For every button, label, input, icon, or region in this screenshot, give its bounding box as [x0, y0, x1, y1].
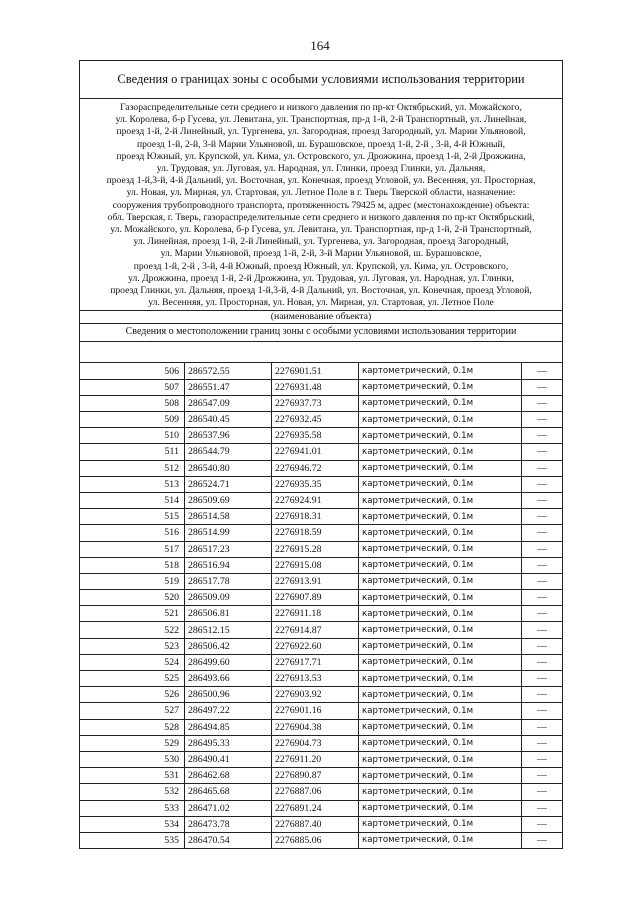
x-coordinate-cell: 286572.55: [185, 363, 272, 379]
extra-cell: —: [522, 557, 563, 573]
extra-cell: —: [522, 363, 563, 379]
table-row: [80, 687, 562, 703]
y-coordinate-cell: 2276901.51: [272, 363, 359, 379]
method-accuracy-cell: картометрический, 0.1м: [359, 735, 522, 751]
y-coordinate-cell: 2276935.58: [272, 428, 359, 444]
description-line: Газораспределительные сети среднего и низкого давления по пр-кт Октябрьский, ул. Можайского,: [120, 102, 522, 113]
point-number-cell: 529: [80, 735, 185, 751]
y-coordinate-cell: 2276885.06: [272, 832, 359, 848]
y-coordinate-cell: 2276937.73: [272, 395, 359, 411]
table-header-row: [80, 342, 562, 363]
extra-cell: —: [522, 703, 563, 719]
method-accuracy-cell: картометрический, 0.1м: [359, 509, 522, 525]
description-line: ул. Трудовая, ул. Луговая, ул. Народная, ул. Глинки, проезд Глинки, ул. Дальняя,: [156, 163, 486, 175]
table-row: [80, 412, 562, 428]
extra-cell: —: [522, 444, 563, 460]
point-number-cell: 527: [80, 703, 185, 719]
extra-cell: —: [522, 573, 563, 589]
point-number-cell: 521: [80, 606, 185, 622]
y-coordinate-cell: 2276907.89: [272, 590, 359, 606]
description-line: ул. Королева, б-р Гусева, ул. Левитана, ул. Транспортная, пр-д 1-й, 2-й Транспортный, ул. Линейная,: [115, 114, 527, 126]
object-name-caption: (наименование объекта): [80, 310, 562, 324]
method-accuracy-cell: картометрический, 0.1м: [359, 460, 522, 476]
method-accuracy-cell: картометрический, 0.1м: [359, 687, 522, 703]
point-number-cell: 507: [80, 379, 185, 395]
point-number-cell: 517: [80, 541, 185, 557]
extra-cell: —: [522, 541, 563, 557]
table-row: [80, 606, 562, 622]
point-number-cell: 518: [80, 557, 185, 573]
y-coordinate-cell: 2276911.18: [272, 606, 359, 622]
description-line: проезд 1-й, 2-й Линейный, ул. Тургенева, ул. Загородная, проезд Загородный, ул. Марии Ульяновой,: [116, 126, 526, 138]
description-line: проезд Южный, ул. Крупской, ул. Кима, ул. Островского, ул. Дрожжина, проезд 1-й, 2-й Дрожжина,: [116, 150, 526, 162]
y-coordinate-cell: 2276913.53: [272, 671, 359, 687]
method-accuracy-cell: картометрический, 0.1м: [359, 622, 522, 638]
point-number-cell: 512: [80, 460, 185, 476]
method-accuracy-cell: картометрический, 0.1м: [359, 816, 522, 832]
extra-cell: —: [522, 492, 563, 508]
extra-cell: —: [522, 687, 563, 703]
point-number-cell: 511: [80, 444, 185, 460]
x-coordinate-cell: 286506.42: [185, 638, 272, 654]
table-row: [80, 816, 562, 832]
point-number-cell: 519: [80, 573, 185, 589]
point-number-cell: 514: [80, 492, 185, 508]
table-row: [80, 476, 562, 492]
method-accuracy-cell: картометрический, 0.1м: [359, 606, 522, 622]
description-line: ул. Дрожжина, проезд 1-й, 2-й Дрожжина, ул. Трудовая, ул. Луговая, ул. Народная, ул. Глинки,: [128, 272, 514, 284]
table-row: [80, 638, 562, 654]
x-coordinate-cell: 286493.66: [185, 671, 272, 687]
method-accuracy-cell: картометрический, 0.1м: [359, 832, 522, 848]
y-coordinate-cell: 2276915.08: [272, 557, 359, 573]
x-coordinate-cell: 286540.45: [185, 412, 272, 428]
table-row: [80, 719, 562, 735]
method-accuracy-cell: картометрический, 0.1м: [359, 412, 522, 428]
point-number-cell: 515: [80, 509, 185, 525]
point-number-cell: 506: [80, 363, 185, 379]
method-accuracy-cell: картометрический, 0.1м: [359, 638, 522, 654]
table-row: [80, 751, 562, 767]
method-accuracy-cell: картометрический, 0.1м: [359, 525, 522, 541]
extra-cell: —: [522, 784, 563, 800]
table-row: [80, 363, 562, 379]
description-line: ул. Новая, ул. Мирная, ул. Стартовая, ул. Летное Поле в г. Тверь Тверской области, назначение:: [126, 187, 516, 199]
x-coordinate-cell: 286514.99: [185, 525, 272, 541]
x-coordinate-cell: 286517.23: [185, 541, 272, 557]
extra-cell: —: [522, 719, 563, 735]
y-coordinate-cell: 2276914.87: [272, 622, 359, 638]
y-coordinate-cell: 2276917.71: [272, 654, 359, 670]
description-line: обл. Тверская, г. Тверь, газораспределительные сети среднего и низкого давления по пр-кт Октябрьский,: [107, 211, 535, 223]
table-row: [80, 557, 562, 573]
point-number-cell: 508: [80, 395, 185, 411]
page-number: 164: [310, 38, 330, 53]
point-number-cell: 528: [80, 719, 185, 735]
x-coordinate-cell: 286547.09: [185, 395, 272, 411]
extra-cell: —: [522, 412, 563, 428]
y-coordinate-cell: 2276911.20: [272, 751, 359, 767]
extra-cell: —: [522, 395, 563, 411]
extra-cell: —: [522, 606, 563, 622]
document-title: Сведения о границах зоны с особыми условиями использования территории: [80, 61, 562, 99]
extra-cell: —: [522, 525, 563, 541]
extra-cell: —: [522, 768, 563, 784]
description-line: ул. Можайского, ул. Королева, б-р Гусева, ул. Левитана, ул. Транспортная, пр-д 1-й, 2-й Транспортный,: [110, 224, 532, 236]
description-line: проезд 1-й,3-й, 4-й Дальний, ул. Восточная, ул. Конечная, проезд Угловой, ул. Весенняя, ул. Просторная,: [106, 175, 536, 187]
x-coordinate-cell: 286537.96: [185, 428, 272, 444]
description-line: ул. Весенняя, ул. Просторная, ул. Новая, ул. Мирная, ул. Стартовая, ул. Летное Поле: [148, 297, 494, 309]
y-coordinate-cell: 2276946.72: [272, 460, 359, 476]
extra-cell: —: [522, 671, 563, 687]
method-accuracy-cell: картометрический, 0.1м: [359, 492, 522, 508]
extra-cell: —: [522, 622, 563, 638]
x-coordinate-cell: 286497.22: [185, 703, 272, 719]
point-number-cell: 509: [80, 412, 185, 428]
description-line: ул. Линейная, проезд 1-й, 2-й Линейный, ул. Тургенева, ул. Загородная, проезд Загородный,: [133, 236, 509, 248]
table-row: [80, 671, 562, 687]
method-accuracy-cell: картометрический, 0.1м: [359, 751, 522, 767]
x-coordinate-cell: 286499.60: [185, 654, 272, 670]
y-coordinate-cell: 2276941.01: [272, 444, 359, 460]
description-line: проезд 1-й, 2-й , 3-й, 4-й Южный, проезд Южный, ул. Крупской, ул. Кима, ул. Островского,: [133, 260, 509, 272]
method-accuracy-cell: картометрический, 0.1м: [359, 719, 522, 735]
table-row: [80, 654, 562, 670]
extra-cell: —: [522, 800, 563, 816]
x-coordinate-cell: 286494.85: [185, 719, 272, 735]
method-accuracy-cell: картометрический, 0.1м: [359, 768, 522, 784]
table-row: [80, 735, 562, 751]
y-coordinate-cell: 2276890.87: [272, 768, 359, 784]
method-accuracy-cell: картометрический, 0.1м: [359, 557, 522, 573]
y-coordinate-cell: 2276918.31: [272, 509, 359, 525]
y-coordinate-cell: 2276891.24: [272, 800, 359, 816]
extra-cell: —: [522, 751, 563, 767]
y-coordinate-cell: 2276932.45: [272, 412, 359, 428]
y-coordinate-cell: 2276918.59: [272, 525, 359, 541]
table-row: [80, 444, 562, 460]
x-coordinate-cell: 286470.54: [185, 832, 272, 848]
x-coordinate-cell: 286500.96: [185, 687, 272, 703]
method-accuracy-cell: картометрический, 0.1м: [359, 395, 522, 411]
point-number-cell: 531: [80, 768, 185, 784]
x-coordinate-cell: 286551.47: [185, 379, 272, 395]
y-coordinate-cell: 2276922.60: [272, 638, 359, 654]
y-coordinate-cell: 2276924.91: [272, 492, 359, 508]
point-number-cell: 524: [80, 654, 185, 670]
method-accuracy-cell: картометрический, 0.1м: [359, 784, 522, 800]
y-coordinate-cell: 2276904.73: [272, 735, 359, 751]
y-coordinate-cell: 2276935.35: [272, 476, 359, 492]
point-number-cell: 535: [80, 832, 185, 848]
extra-cell: —: [522, 460, 563, 476]
point-number-cell: 523: [80, 638, 185, 654]
table-row: [80, 800, 562, 816]
table-row: [80, 590, 562, 606]
table-row: [80, 768, 562, 784]
x-coordinate-cell: 286471.02: [185, 800, 272, 816]
extra-cell: —: [522, 379, 563, 395]
description-line: сооружения трубопроводного транспорта, протяженность 79425 м, адрес (местонахождение) объекта:: [112, 199, 530, 211]
point-number-cell: 510: [80, 428, 185, 444]
method-accuracy-cell: картометрический, 0.1м: [359, 476, 522, 492]
method-accuracy-cell: картометрический, 0.1м: [359, 363, 522, 379]
method-accuracy-cell: картометрический, 0.1м: [359, 541, 522, 557]
table-row: [80, 525, 562, 541]
y-coordinate-cell: 2276904.38: [272, 719, 359, 735]
table-row: [80, 379, 562, 395]
table-row: [80, 622, 562, 638]
x-coordinate-cell: 286512.15: [185, 622, 272, 638]
x-coordinate-cell: 286509.09: [185, 590, 272, 606]
method-accuracy-cell: картометрический, 0.1м: [359, 671, 522, 687]
location-section-header: Сведения о местоположении границ зоны с особыми условиями использования территории: [80, 324, 562, 342]
extra-cell: —: [537, 834, 547, 846]
x-coordinate-cell: 286506.81: [185, 606, 272, 622]
extra-cell: —: [522, 428, 563, 444]
description-line: проезд 1-й, 2-й, 3-й Марии Ульяновой, ш. Бурашовское, проезд 1-й, 2-й , 3-й, 4-й Южный,: [136, 138, 506, 150]
x-coordinate-cell: 286517.78: [185, 573, 272, 589]
table-row: [80, 509, 562, 525]
point-number-cell: 520: [80, 590, 185, 606]
x-coordinate-cell: 286514.58: [185, 509, 272, 525]
description-line: проезд Глинки, ул. Дальняя, проезд 1-й,3-й, 4-й Дальний, ул. Восточная, ул. Конечная, проезд Угловой,: [110, 285, 532, 297]
y-coordinate-cell: 2276887.40: [272, 816, 359, 832]
y-coordinate-cell: 2276901.16: [272, 703, 359, 719]
method-accuracy-cell: картометрический, 0.1м: [359, 590, 522, 606]
point-number-cell: 513: [80, 476, 185, 492]
y-coordinate-cell: 2276913.91: [272, 573, 359, 589]
x-coordinate-cell: 286473.78: [185, 816, 272, 832]
method-accuracy-cell: картометрический, 0.1м: [359, 654, 522, 670]
extra-cell: —: [522, 509, 563, 525]
y-coordinate-cell: 2276887.06: [272, 784, 359, 800]
table-row: [80, 573, 562, 589]
method-accuracy-cell: картометрический, 0.1м: [359, 703, 522, 719]
table-row: [80, 395, 562, 411]
x-coordinate-cell: 286495.33: [185, 735, 272, 751]
document-form: [79, 60, 563, 849]
y-coordinate-cell: 2276915.28: [272, 541, 359, 557]
extra-cell: —: [522, 476, 563, 492]
x-coordinate-cell: 286540.80: [185, 460, 272, 476]
x-coordinate-cell: 286524.71: [185, 476, 272, 492]
coordinates-table: [80, 363, 562, 848]
x-coordinate-cell: 286465.68: [185, 784, 272, 800]
table-row: [80, 428, 562, 444]
x-coordinate-cell: 286544.79: [185, 444, 272, 460]
point-number-cell: 526: [80, 687, 185, 703]
point-number-cell: 532: [80, 784, 185, 800]
method-accuracy-cell: картометрический, 0.1м: [359, 428, 522, 444]
table-row: [80, 784, 562, 800]
point-number-cell: 533: [80, 800, 185, 816]
point-number-cell: 525: [80, 671, 185, 687]
method-accuracy-cell: картометрический, 0.1м: [359, 444, 522, 460]
method-accuracy-cell: картометрический, 0.1м: [359, 573, 522, 589]
y-coordinate-cell: 2276931.48: [272, 379, 359, 395]
extra-cell: —: [522, 590, 563, 606]
x-coordinate-cell: 286516.94: [185, 557, 272, 573]
point-number-cell: 522: [80, 622, 185, 638]
point-number-cell: 516: [80, 525, 185, 541]
x-coordinate-cell: 286462.68: [185, 768, 272, 784]
method-accuracy-cell: картометрический, 0.1м: [359, 379, 522, 395]
table-row: [80, 541, 562, 557]
point-number-cell: 530: [80, 751, 185, 767]
x-coordinate-cell: 286490.41: [185, 751, 272, 767]
table-row: [80, 492, 562, 508]
extra-cell: —: [522, 654, 563, 670]
table-row: [80, 460, 562, 476]
table-row: [80, 703, 562, 719]
table-row: [80, 832, 562, 848]
point-number-cell: 534: [80, 816, 185, 832]
method-accuracy-cell: картометрический, 0.1м: [359, 800, 522, 816]
extra-cell: —: [522, 735, 563, 751]
extra-cell: —: [522, 816, 563, 832]
y-coordinate-cell: 2276903.92: [272, 687, 359, 703]
x-coordinate-cell: 286509.69: [185, 492, 272, 508]
description-line: ул. Марии Ульяновой, проезд 1-й, 2-й, 3-й Марии Ульяновой, ш. Бурашовское,: [160, 248, 482, 260]
extra-cell: —: [522, 638, 563, 654]
object-description: [80, 99, 562, 310]
